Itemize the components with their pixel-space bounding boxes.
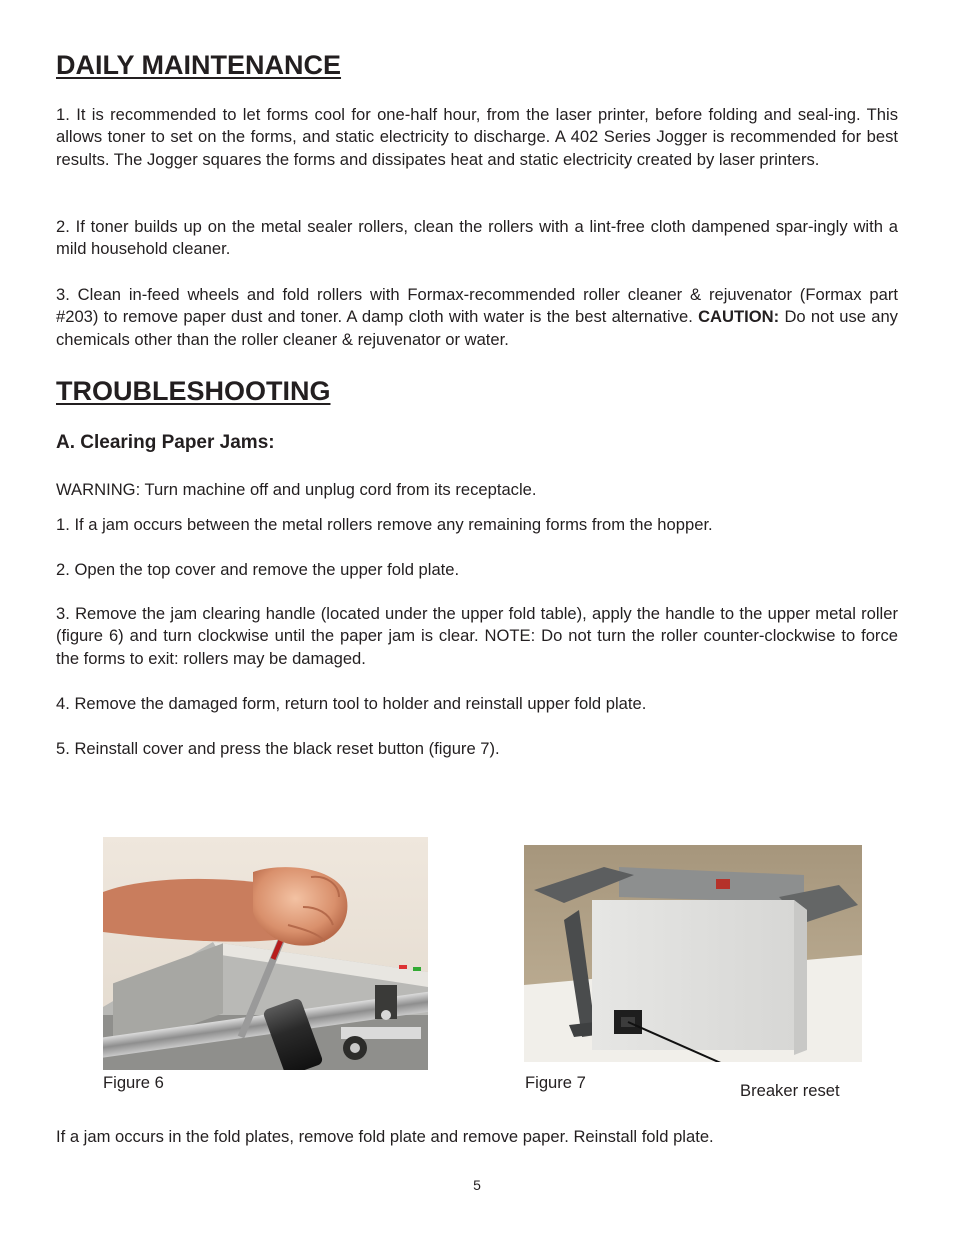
maintenance-item-3-text: 3. Clean in-feed wheels and fold rollers with Formax-recommended roller cleaner & rejuvenator (Formax part #203) to remove paper dust and toner. A damp cloth with water is the best alternative.: [56, 285, 898, 327]
clearing-paper-jams-heading: A. Clearing Paper Jams:: [56, 432, 275, 453]
breaker-reset-callout: Breaker reset: [740, 1081, 840, 1100]
maintenance-item-2: 2. If toner builds up on the metal sealer rollers, clean the rollers with a lint-free cloth dampened spar-ingly with a mild household cleaner.: [56, 217, 898, 259]
page-number: 5: [473, 1177, 481, 1193]
troubleshooting-heading: TROUBLESHOOTING: [56, 376, 331, 406]
caution-label: CAUTION:: [698, 307, 780, 327]
jam-step-3: 3. Remove the jam clearing handle (located under the upper fold table), apply the handle to the upper metal roller (figure 6) and turn clockwise until the paper jam is clear. NOTE: Do not turn the roller counter-clockwise to force the forms to exit: rollers may be damaged.: [56, 604, 898, 668]
figure-6-caption: Figure 6: [103, 1073, 164, 1092]
figure-7-caption: Figure 7: [525, 1073, 586, 1092]
figure-7-photo: [524, 845, 862, 1062]
maintenance-item-1: 1. It is recommended to let forms cool for one-half hour, from the laser printer, before folding and seal-ing. This allows toner to set on the forms, and static electricity to discharge. A 402 Series Jogger is recommended for best results. The Jogger squares the forms and dissipates heat and static electricity created by laser printers.: [56, 105, 898, 169]
jam-step-4: 4. Remove the damaged form, return tool to holder and reinstall upper fold plate.: [56, 694, 647, 713]
warning-text: WARNING: Turn machine off and unplug cord from its receptacle.: [56, 480, 537, 499]
fold-plate-jam-note: If a jam occurs in the fold plates, remove fold plate and remove paper. Reinstall fold plate.: [56, 1127, 714, 1146]
maintenance-item-3: [56, 284, 898, 351]
jam-step-1: 1. If a jam occurs between the metal rollers remove any remaining forms from the hopper.: [56, 515, 713, 534]
jam-step-2: 2. Open the top cover and remove the upper fold plate.: [56, 560, 460, 579]
caution-text: Do not use any chemicals other than the roller cleaner & rejuvenator or water.: [56, 307, 898, 349]
figure-6-photo: [103, 837, 428, 1070]
jam-step-5: 5. Reinstall cover and press the black reset button (figure 7).: [56, 739, 500, 758]
daily-maintenance-heading: DAILY MAINTENANCE: [56, 50, 342, 80]
